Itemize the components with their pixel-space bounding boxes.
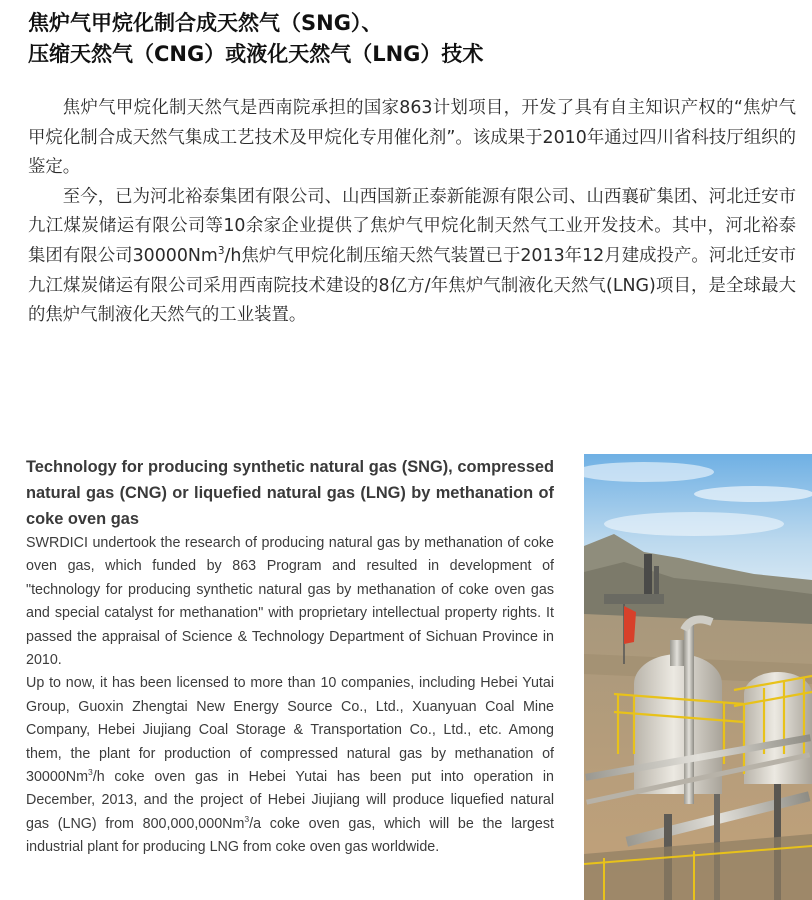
vertical-pipe [684,624,694,804]
chinese-paragraph-2 [28,183,796,331]
industrial-plant-photo [584,454,812,900]
english-paragraph-2-text-b: /h coke oven gas in Hebei Yutai has been put into operation in December, 2013, and the project of Hebei Jiujiang will produce liquefied natural gas (LNG) from 800,000,000Nm [26,769,554,832]
superscript-3: 3 [244,814,250,825]
chinese-paragraph-2-text-a: 至今，已为河北裕泰集团有限公司、山西国新正泰新能源有限公司、山西襄矿集团、河北迁安市九江煤炭储运有限公司等10余家企业提供了焦炉气甲烷化制天然气工业开发技术。其中，河北裕泰集团有限公司30000Nm [28,186,796,266]
english-paragraph-2-text-a: Up to now, it has been licensed to more than 10 companies, including Hebei Yutai Group, Guoxin Zhengtai New Energy Source Co., Ltd., Xuanyuan Coal Mine Company, Hebei Jiujiang Coal Storage & Transportation Co., Ltd., etc. Among them, the plant for production of compressed natural gas by methanation of 30000Nm [26,675,554,786]
english-section [26,454,554,860]
chinese-title [28,8,788,70]
english-title: Technology for producing synthetic natural gas (SNG), compressed natural gas (CNG) or liquefied natural gas (LNG) by methanation of coke oven gas [26,458,554,528]
chinese-paragraph-1: 焦炉气甲烷化制天然气是西南院承担的国家863计划项目，开发了具有自主知识产权的“焦炉气甲烷化制合成天然气集成工艺技术及甲烷化专用催化剂”。该成果于2010年通过四川省科技厅组织的鉴定。 [28,98,796,178]
english-body [26,532,554,860]
chinese-paragraph-2-text-b: /h焦炉气甲烷化制压缩天然气装置已于2013年12月建成投产。河北迁安市九江煤炭储运有限公司采用西南院技术建设的8亿方/年焦炉气制液化天然气(LNG)项目，是全球最大的焦炉气制液化天然气的工业装置。 [28,245,796,326]
english-paragraph-2 [26,672,554,859]
english-paragraph-1: SWRDICI undertook the research of producing natural gas by methanation of coke oven gas, which funded by 863 Program and resulted in development of "technology for producing synthetic natural gas by methanation of coke oven gas and special catalyst for methanation" with proprietary intellectual property rights. It passed the appraisal of Science & Technology Department of Sichuan Province in 2010. [26,535,554,669]
red-flag [624,606,636,644]
chinese-body [28,94,796,331]
superscript-3: 3 [217,245,225,258]
plant-photo-illustration [584,454,812,900]
chinese-title-line-2: 压缩天然气（CNG）或液化天然气（LNG）技术 [28,42,484,66]
english-paragraph-2-text-c: /a coke oven gas, which will be the largest industrial plant for producing LNG from coke oven gas worldwide. [26,815,554,856]
chinese-title-line-1: 焦炉气甲烷化制合成天然气（SNG）、 [28,11,383,35]
superscript-3: 3 [88,767,93,778]
